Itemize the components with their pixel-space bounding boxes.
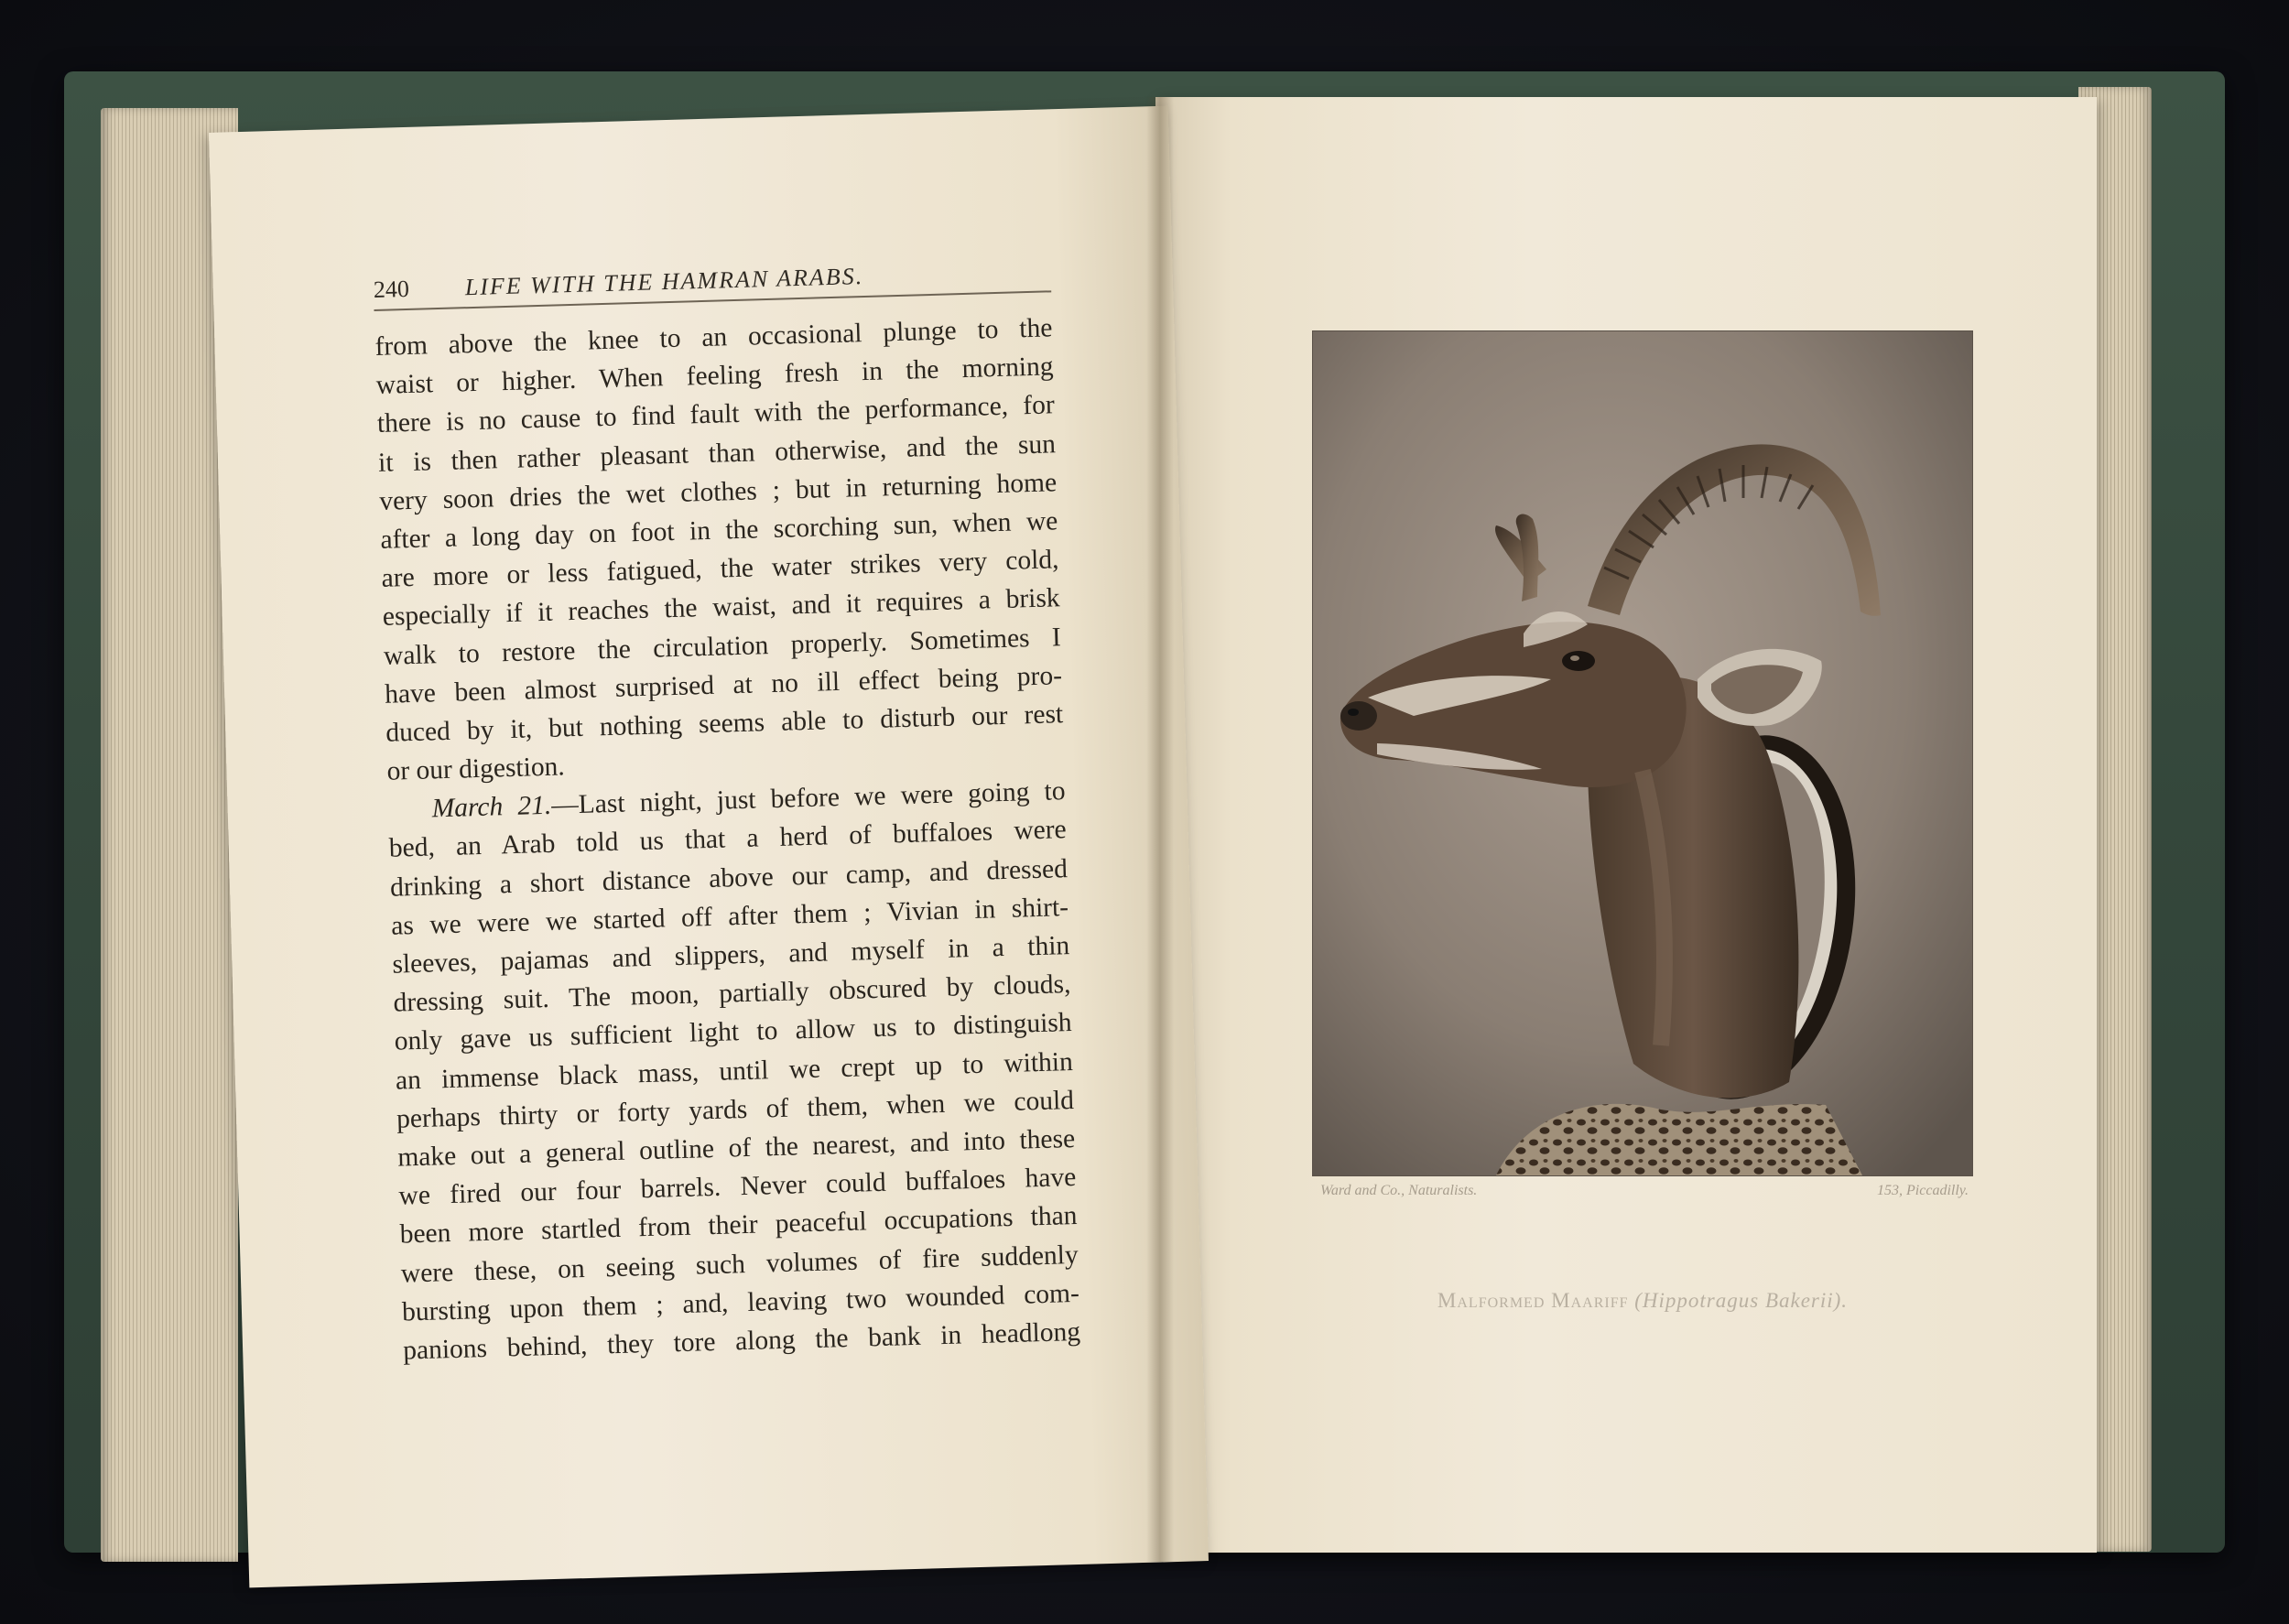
text-line: bursting upon them ; and, leaving two wounded com-: [401, 1278, 1080, 1327]
text-line: we fired our four barrels. Never could buffaloes have: [398, 1163, 1077, 1211]
text-line: as we were we started off after them ; Vivian in shirt-: [390, 892, 1069, 941]
text-line: after a long day on foot in the scorching sun, when we: [380, 506, 1058, 555]
text-line: dressing suit. The moon, partially obscured by clouds,: [393, 969, 1071, 1018]
caption-main: Malformed Maariff: [1437, 1289, 1629, 1312]
book-gutter: [1146, 97, 1174, 1562]
text-line: have been almost surprised at no ill effect being pro-: [384, 660, 1063, 709]
text-line: drinking a short distance above our camp, and dressed: [389, 853, 1069, 903]
text-line: or our digestion.: [386, 752, 566, 786]
text-line: perhaps thirty or forty yards of them, when we could: [396, 1085, 1075, 1134]
text-line: sleeves, pajamas and slippers, and myself in a thin: [392, 931, 1070, 980]
text-line: —Last night, just before we were going to: [550, 776, 1066, 821]
text-line: waist or higher. When feeling fresh in the morning: [375, 352, 1054, 401]
running-title: LIFE WITH THE HAMRAN ARABS.: [464, 263, 864, 301]
text-line: make out a general outline of the nearest, and into these: [396, 1123, 1076, 1173]
antelope-head-illustration: [1313, 331, 1972, 1175]
antelope-photo-plate: [1313, 331, 1972, 1175]
text-line: been more startled from their peaceful occupations than: [399, 1201, 1078, 1250]
plate-caption: [1313, 1289, 1972, 1313]
page-number: 240: [373, 275, 410, 303]
photo-credit-left: Ward and Co., Naturalists.: [1320, 1183, 1478, 1198]
text-line: it is then rather pleasant than otherwise, and the sun: [377, 428, 1057, 478]
text-line: were these, on seeing such volumes of fire suddenly: [400, 1240, 1079, 1289]
text-line: especially if it reaches the waist, and it requires a brisk: [382, 583, 1061, 633]
text-line: only gave us sufficient light to allow us to distinguish: [394, 1008, 1072, 1057]
photo-credit-right: 153, Piccadilly.: [1877, 1183, 1969, 1198]
left-page: [209, 106, 1209, 1588]
text-line: bed, an Arab told us that a herd of buffaloes were: [388, 815, 1068, 864]
text-line: there is no cause to find fault with the performance, for: [376, 390, 1056, 439]
date-label: March 21.: [431, 791, 552, 824]
text-line: very soon dries the wet clothes ; but in returning home: [378, 467, 1058, 516]
text-line: panions behind, they tore along the bank in headlong: [402, 1316, 1081, 1366]
running-head: [373, 246, 1051, 311]
text-line: from above the knee to an occasional plunge to the: [374, 313, 1053, 362]
text-line: duced by it, but nothing seems able to disturb our rest: [385, 699, 1064, 748]
text-line: are more or less fatigued, the water strikes very cold,: [381, 545, 1059, 593]
body-text: [374, 309, 1081, 1370]
text-line: walk to restore the circulation properly. Sometimes I: [383, 622, 1062, 671]
caption-latin: (Hippotragus Bakerii).: [1634, 1289, 1849, 1312]
text-line: an immense black mass, until we crept up to within: [395, 1046, 1074, 1096]
